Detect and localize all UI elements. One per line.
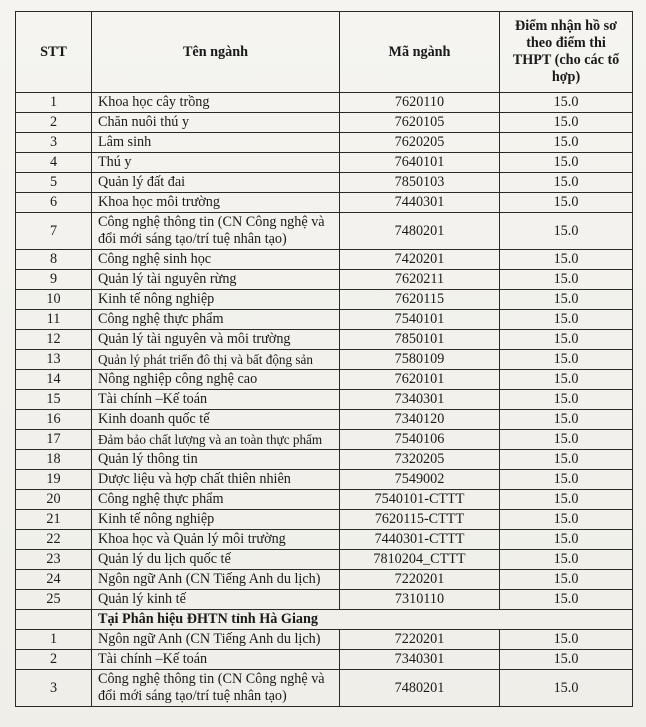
table-row	[16, 450, 633, 470]
row-code: 7320205	[340, 450, 500, 470]
row-name: Tài chính –Kế toán	[92, 650, 340, 670]
row-stt: 21	[16, 510, 92, 530]
row-code: 7540101	[340, 310, 500, 330]
row-name: Công nghệ thông tin (CN Công nghệ và đổi mới sáng tạo/trí tuệ nhân tạo)	[92, 670, 340, 707]
row-score: 15.0	[500, 470, 633, 490]
table-row	[16, 470, 633, 490]
row-score: 15.0	[500, 630, 633, 650]
row-stt: 24	[16, 570, 92, 590]
row-code: 7810204_CTTT	[340, 550, 500, 570]
row-name: Quản lý tài nguyên và môi trường	[92, 330, 340, 350]
row-code: 7620101	[340, 370, 500, 390]
row-name: Khoa học cây trồng	[92, 93, 340, 113]
row-stt: 8	[16, 250, 92, 270]
row-name: Quản lý thông tin	[92, 450, 340, 470]
table-row	[16, 113, 633, 133]
row-score: 15.0	[500, 113, 633, 133]
table-row	[16, 430, 633, 450]
row-name: Công nghệ thực phẩm	[92, 490, 340, 510]
row-score: 15.0	[500, 133, 633, 153]
header-code: Mã ngành	[340, 12, 500, 93]
row-name: Lâm sinh	[92, 133, 340, 153]
table-row	[16, 310, 633, 330]
row-score: 15.0	[500, 590, 633, 610]
row-score: 15.0	[500, 510, 633, 530]
row-score: 15.0	[500, 450, 633, 470]
row-name: Quản lý du lịch quốc tế	[92, 550, 340, 570]
row-score: 15.0	[500, 250, 633, 270]
table-row	[16, 370, 633, 390]
row-code: 7220201	[340, 570, 500, 590]
row-stt: 1	[16, 630, 92, 650]
row-score: 15.0	[500, 530, 633, 550]
row-name: Khoa học và Quản lý môi trường	[92, 530, 340, 550]
row-score: 15.0	[500, 370, 633, 390]
row-name: Công nghệ thực phẩm	[92, 310, 340, 330]
row-stt: 11	[16, 310, 92, 330]
row-code: 7640101	[340, 153, 500, 173]
table-row	[16, 250, 633, 270]
row-score: 15.0	[500, 310, 633, 330]
row-name: Kinh tế nông nghiệp	[92, 510, 340, 530]
section-title: Tại Phân hiệu ĐHTN tỉnh Hà Giang	[92, 610, 633, 630]
row-code: 7440301	[340, 193, 500, 213]
row-code: 7620115	[340, 290, 500, 310]
row-score: 15.0	[500, 270, 633, 290]
row-score: 15.0	[500, 173, 633, 193]
row-score: 15.0	[500, 193, 633, 213]
row-name: Ngôn ngữ Anh (CN Tiếng Anh du lịch)	[92, 630, 340, 650]
row-code: 7620205	[340, 133, 500, 153]
table-header-row	[16, 12, 633, 93]
table-row	[16, 173, 633, 193]
row-stt: 4	[16, 153, 92, 173]
table-row	[16, 193, 633, 213]
row-code: 7340120	[340, 410, 500, 430]
row-code: 7440301-CTTT	[340, 530, 500, 550]
row-stt: 14	[16, 370, 92, 390]
row-stt: 17	[16, 430, 92, 450]
table-row	[16, 213, 633, 250]
row-stt: 25	[16, 590, 92, 610]
row-stt: 12	[16, 330, 92, 350]
row-code: 7580109	[340, 350, 500, 370]
row-code: 7480201	[340, 670, 500, 707]
row-code: 7340301	[340, 390, 500, 410]
section-row	[16, 610, 633, 630]
table-row	[16, 630, 633, 650]
row-stt: 3	[16, 670, 92, 707]
row-stt: 5	[16, 173, 92, 193]
table-row	[16, 510, 633, 530]
row-stt: 7	[16, 213, 92, 250]
table-row	[16, 390, 633, 410]
row-stt: 16	[16, 410, 92, 430]
table-row	[16, 590, 633, 610]
row-stt: 20	[16, 490, 92, 510]
row-code: 7620110	[340, 93, 500, 113]
row-score: 15.0	[500, 430, 633, 450]
row-code: 7620115-CTTT	[340, 510, 500, 530]
row-code: 7620211	[340, 270, 500, 290]
row-stt: 22	[16, 530, 92, 550]
row-score: 15.0	[500, 490, 633, 510]
row-code: 7850101	[340, 330, 500, 350]
table-row	[16, 93, 633, 113]
row-stt: 6	[16, 193, 92, 213]
row-stt: 10	[16, 290, 92, 310]
row-score: 15.0	[500, 550, 633, 570]
row-stt: 9	[16, 270, 92, 290]
row-name: Công nghệ thông tin (CN Công nghệ và đổi mới sáng tạo/trí tuệ nhân tạo)	[92, 213, 340, 250]
table-row	[16, 330, 633, 350]
table-row	[16, 570, 633, 590]
row-score: 15.0	[500, 650, 633, 670]
row-name: Kinh doanh quốc tế	[92, 410, 340, 430]
table-row	[16, 153, 633, 173]
row-code: 7220201	[340, 630, 500, 650]
row-name: Quản lý tài nguyên rừng	[92, 270, 340, 290]
row-stt: 1	[16, 93, 92, 113]
row-stt: 3	[16, 133, 92, 153]
row-name: Dược liệu và hợp chất thiên nhiên	[92, 470, 340, 490]
row-stt: 2	[16, 113, 92, 133]
row-name: Kinh tế nông nghiệp	[92, 290, 340, 310]
row-stt: 2	[16, 650, 92, 670]
header-score: Điểm nhận hồ sơ theo điểm thi THPT (cho các tổ hợp)	[500, 12, 633, 93]
row-name: Chăn nuôi thú y	[92, 113, 340, 133]
table-row	[16, 290, 633, 310]
row-score: 15.0	[500, 153, 633, 173]
row-code: 7310110	[340, 590, 500, 610]
row-code: 7540106	[340, 430, 500, 450]
table-row	[16, 670, 633, 707]
row-name: Quản lý đất đai	[92, 173, 340, 193]
table-row	[16, 270, 633, 290]
row-code: 7340301	[340, 650, 500, 670]
row-name: Quản lý phát triển đô thị và bất động sản	[92, 350, 340, 370]
row-code: 7850103	[340, 173, 500, 193]
table-row	[16, 133, 633, 153]
row-score: 15.0	[500, 290, 633, 310]
row-code: 7480201	[340, 213, 500, 250]
table-row	[16, 490, 633, 510]
row-name: Công nghệ sinh học	[92, 250, 340, 270]
row-stt: 23	[16, 550, 92, 570]
header-stt: STT	[16, 12, 92, 93]
row-stt: 19	[16, 470, 92, 490]
row-score: 15.0	[500, 350, 633, 370]
row-stt: 15	[16, 390, 92, 410]
row-name: Thú y	[92, 153, 340, 173]
row-name: Tài chính –Kế toán	[92, 390, 340, 410]
table-row	[16, 410, 633, 430]
row-code: 7540101-CTTT	[340, 490, 500, 510]
row-name: Khoa học môi trường	[92, 193, 340, 213]
row-stt: 18	[16, 450, 92, 470]
row-score: 15.0	[500, 390, 633, 410]
row-name: Ngôn ngữ Anh (CN Tiếng Anh du lịch)	[92, 570, 340, 590]
row-score: 15.0	[500, 93, 633, 113]
row-name: Đảm bảo chất lượng và an toàn thực phẩm	[92, 430, 340, 450]
row-score: 15.0	[500, 570, 633, 590]
header-name: Tên ngành	[92, 12, 340, 93]
row-score: 15.0	[500, 330, 633, 350]
admission-score-table	[15, 11, 633, 707]
row-score: 15.0	[500, 213, 633, 250]
row-score: 15.0	[500, 410, 633, 430]
table-row	[16, 350, 633, 370]
row-code: 7420201	[340, 250, 500, 270]
row-code: 7549002	[340, 470, 500, 490]
table-row	[16, 530, 633, 550]
row-name: Quản lý kinh tế	[92, 590, 340, 610]
table-row	[16, 550, 633, 570]
row-code: 7620105	[340, 113, 500, 133]
row-name: Nông nghiệp công nghệ cao	[92, 370, 340, 390]
row-stt: 13	[16, 350, 92, 370]
table-row	[16, 650, 633, 670]
row-score: 15.0	[500, 670, 633, 707]
